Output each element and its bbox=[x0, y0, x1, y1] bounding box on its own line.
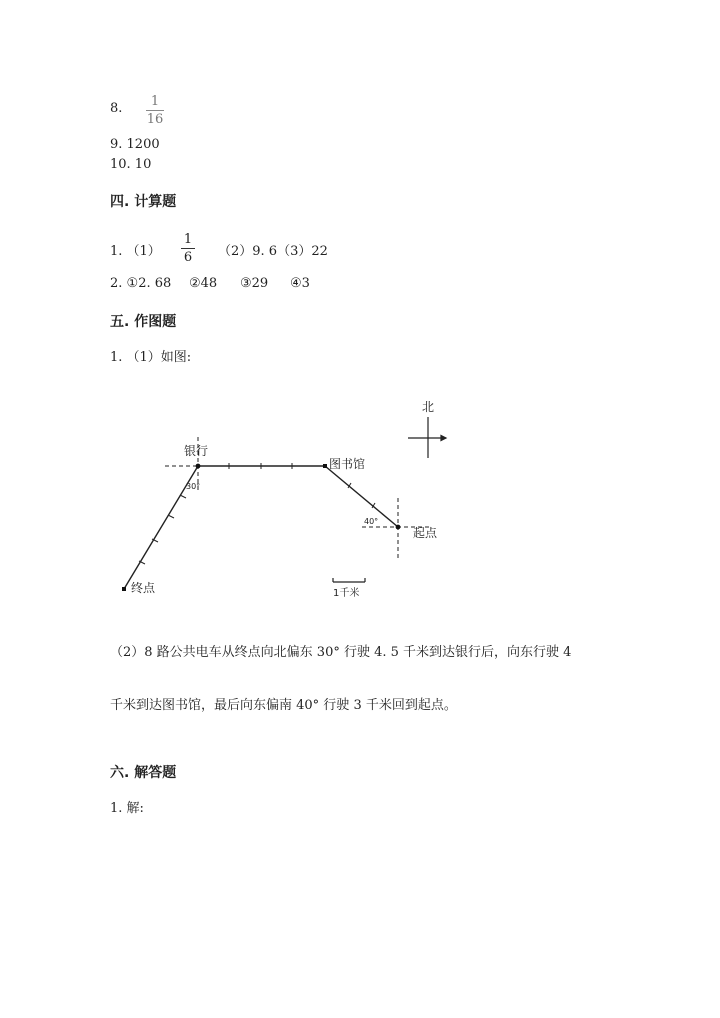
tick-mark bbox=[168, 515, 174, 518]
section-4-q1-prefix: 1. （1） bbox=[110, 244, 161, 259]
angle-30-label: 30° bbox=[186, 482, 201, 491]
answer-10: 10. 10 bbox=[110, 157, 152, 172]
bank-point bbox=[196, 464, 201, 469]
answer-8-number: 8. bbox=[110, 101, 123, 116]
tick-mark bbox=[180, 495, 186, 498]
section-5-heading: 五. 作图题 bbox=[110, 314, 177, 330]
start-label: 起点 bbox=[413, 526, 438, 540]
section-4-q2-c: ③29 bbox=[240, 276, 269, 291]
fraction-numerator: 1 bbox=[150, 94, 160, 109]
fraction-numerator: 1 bbox=[183, 232, 193, 247]
library-point bbox=[323, 464, 327, 468]
scale-bar bbox=[333, 578, 365, 582]
start-point bbox=[396, 525, 401, 530]
section-5-q1-part2-line1: （2）8 路公共电车从终点向北偏东 30° 行驶 4. 5 千米到达银行后，向东行驶 4 bbox=[110, 645, 572, 660]
section-5-q1-intro: 1. （1）如图: bbox=[110, 350, 192, 365]
section-4-heading: 四. 计算题 bbox=[110, 194, 177, 210]
bank-label: 银行 bbox=[184, 444, 209, 458]
fraction-denominator: 6 bbox=[183, 250, 193, 265]
section-4-q2-b: ②48 bbox=[189, 276, 218, 291]
section-6-heading: 六. 解答题 bbox=[110, 765, 177, 781]
compass bbox=[408, 417, 446, 458]
answer-9: 9. 1200 bbox=[110, 137, 160, 152]
library-label: 图书馆 bbox=[329, 457, 366, 471]
scale-label: 1千米 bbox=[333, 588, 360, 599]
fraction-denominator: 16 bbox=[146, 112, 164, 127]
compass-east-arrow bbox=[441, 436, 446, 441]
section-4-q2-d: ④3 bbox=[290, 276, 310, 291]
end-label: 终点 bbox=[131, 581, 156, 595]
route-library-to-start bbox=[325, 466, 398, 527]
section-5-q1-part2-line2: 千米到达图书馆，最后向东偏南 40° 行驶 3 千米回到起点。 bbox=[110, 698, 457, 713]
angle-40-label: 40° bbox=[364, 517, 379, 526]
section-4-q2-a: 2. ①2. 68 bbox=[110, 276, 172, 291]
section-4-q1-suffix: （2）9. 6（3）22 bbox=[218, 244, 328, 259]
section-6-q1: 1. 解: bbox=[110, 801, 144, 816]
end-point bbox=[122, 587, 126, 591]
north-label: 北 bbox=[422, 400, 435, 414]
